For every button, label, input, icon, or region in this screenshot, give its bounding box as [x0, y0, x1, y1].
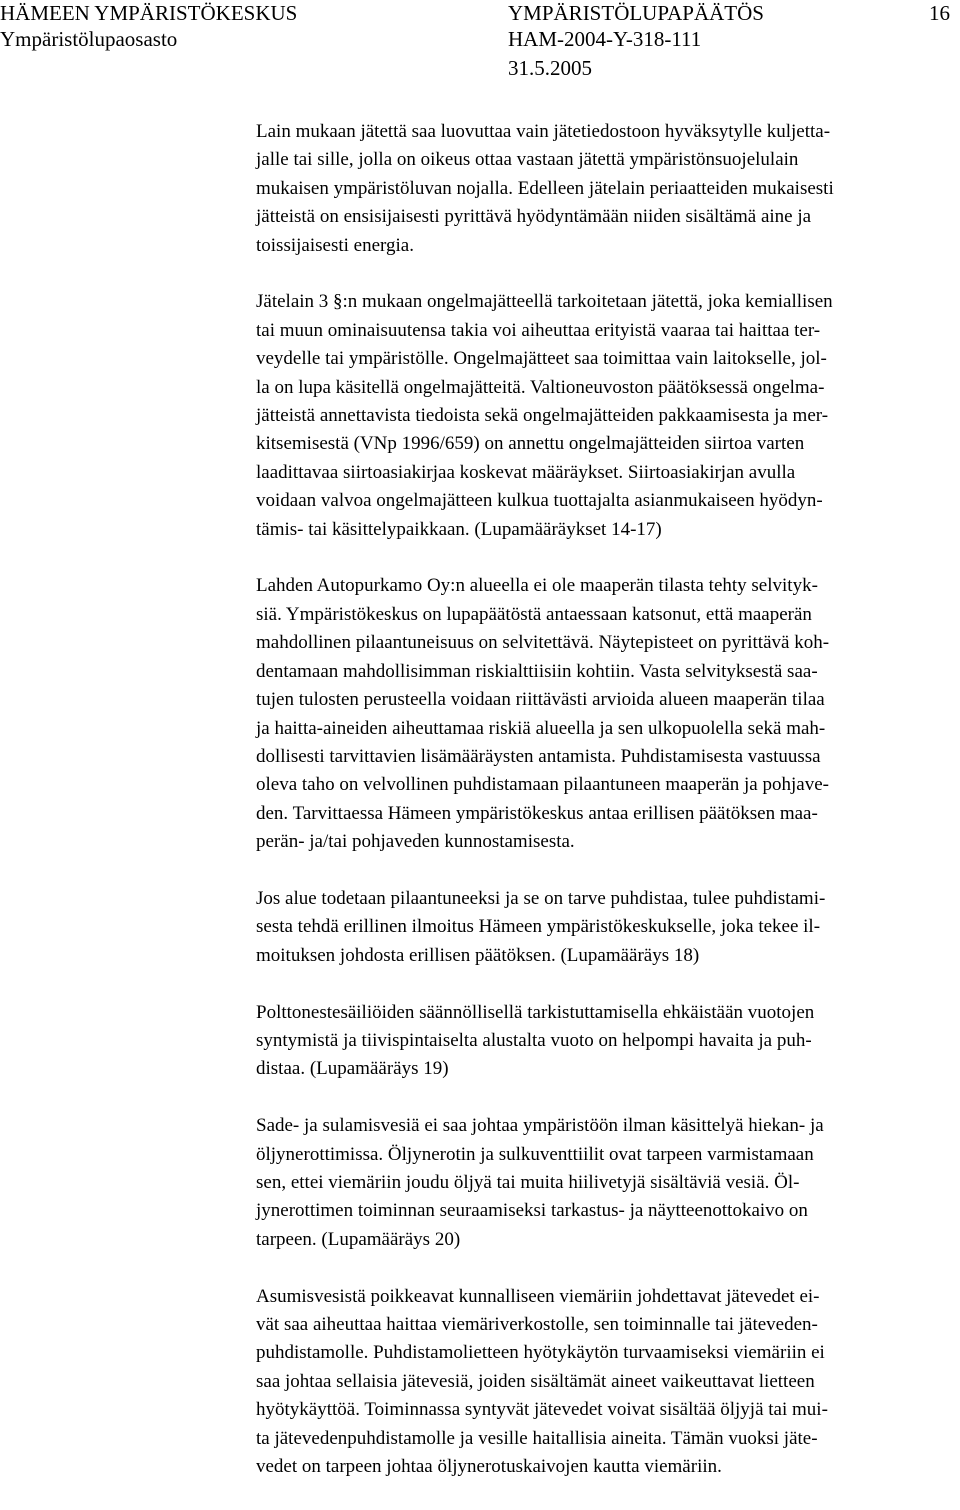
paragraph-waste-handover: Lain mukaan jätettä saa luovuttaa vain jätetiedostoon hyväksytylle kuljetta- jalle tai sille, jolla on oikeus ottaa vastaan jätettä ympäristönsuojelulain mukaisen ympäristöluvan nojalla. Edelleen jätelain periaatteiden mukaisesti jätteistä on ensisijaisesti pyrittävä hyödyntämään niiden sisältämä aine ja toissijaisesti energia. — [256, 121, 834, 256]
paragraph-soil-survey: Lahden Autopurkamo Oy:n alueella ei ole maaperän tilasta tehty selvityk- siä. Ympäristökeskus on lupapäätöstä antaessaan katsonut, että maaperän mahdollinen pilaantuneisuus on selvitettävä. Näytepisteet on pyrittävä koh- dentamaan mahdollisimman riskialttiisiin kohtiin. Vasta selvityksestä saa- tujen tulosten perusteella voidaan riittävästi arvioida alueen maaperän tilaa ja haitta-aineiden aiheuttamaa riskiä alueella ja sen ulkopuolella sekä mah- dollisesti tarvittavien lisämääräysten antamista. Puhdistamisesta vastuussa oleva taho on velvollinen puhdistamaan pilaantuneen maaperän ja pohjave- den. Tarvittaessa Hämeen ympäristökeskus antaa erillisen päätöksen maa- perän- ja/tai pohjaveden kunnostamisesta. — [256, 575, 830, 853]
paragraph-contaminated-area: Jos alue todetaan pilaantuneeksi ja se on tarve puhdistaa, tulee puhdistami- sesta tehdä erillinen ilmoitus Hämeen ympäristökeskukselle, joka tekee il- moituksen johdosta erillisen päätöksen. (Lupamääräys 18) — [256, 887, 826, 966]
header-date: 31.5.2005 — [508, 56, 592, 80]
page-number: 16 — [929, 1, 950, 25]
header-doc-number: HAM-2004-Y-318-111 — [508, 27, 702, 51]
header-middle — [508, 0, 764, 81]
paragraph-fuel-tanks: Polttonestesäiliöiden säännöllisellä tarkistuttamisella ehkäistään vuotojen syntymistä ja tiivispintaiselta alustalta vuoto on helpompi havaita ja puh- distaa. (Lupamääräys 19) — [256, 1001, 815, 1080]
paragraph-sewer-wastewater: Asumisvesistä poikkeavat kunnalliseen viemäriin johdettavat jätevedet ei- vät saa aiheuttaa haittaa viemäriverkostolle, sen toiminnalle tai jäteveden- puhdistamolle. Puhdistamolietteen hyötykäytön turvaamiseksi viemäriin ei saa johtaa sellaisia jätevesiä, joiden sisältämät aineet vaikeuttavat lietteen hyötykäyttöä. Toiminnassa syntyvät jätevedet voivat sisältää öljyjä tai mui- ta jätevedenpuhdistamolle ja vesille haitallisia aineita. Tämän vuoksi jäte- vedet on tarpeen johtaa öljynerotuskaivojen kautta viemäriin. — [256, 1285, 828, 1477]
paragraph-stormwater: Sade- ja sulamisvesiä ei saa johtaa ympäristöön ilman käsittelyä hiekan- ja öljynerottimissa. Öljynerotin ja sulkuventtiilit ovat tarpeen varmistamaan sen, ettei viemäriin joudu öljyä tai muita hiilivetyjä sisältäviä vesiä. Öl- jynerottimen toiminnan seuraamiseksi tarkastus- ja näytteenottokaivo on tarpeen. (Lupamääräys 20) — [256, 1115, 824, 1250]
header-unit: Ympäristölupaosasto — [0, 27, 178, 51]
header-doc-type: YMPÄRISTÖLUPAPÄÄTÖS — [508, 1, 764, 25]
header-org: HÄMEEN YMPÄRISTÖKESKUS — [0, 1, 298, 25]
page-header — [0, 0, 960, 80]
header-left — [0, 0, 297, 52]
document-body — [256, 118, 956, 1510]
paragraph-hazardous-waste: Jätelain 3 §:n mukaan ongelmajätteellä tarkoitetaan jätettä, joka kemiallisen tai muun ominaisuutensa takia voi aiheuttaa erityistä vaaraa tai haittaa ter- veydelle tai ympäristölle. Ongelmajätteet saa toimittaa vain laitokselle, jol- la on lupa käsitellä ongelmajätteitä. Valtioneuvoston päätöksessä ongelma- jätteistä annettavista tiedoista sekä ongelmajätteiden pakkaamisesta ja mer- kitsemisestä (VNp 1996/659) on annettu ongelmajätteiden siirtoa varten laadittavaa siirtoasiakirjaa koskevat määräykset. Siirtoasiakirjan avulla voidaan valvoa ongelmajätteen kulkua tuottajalta asianmukaiseen hyödyn- tämis- tai käsittelypaikkaan. (Lupamääräykset 14-17) — [256, 291, 833, 540]
